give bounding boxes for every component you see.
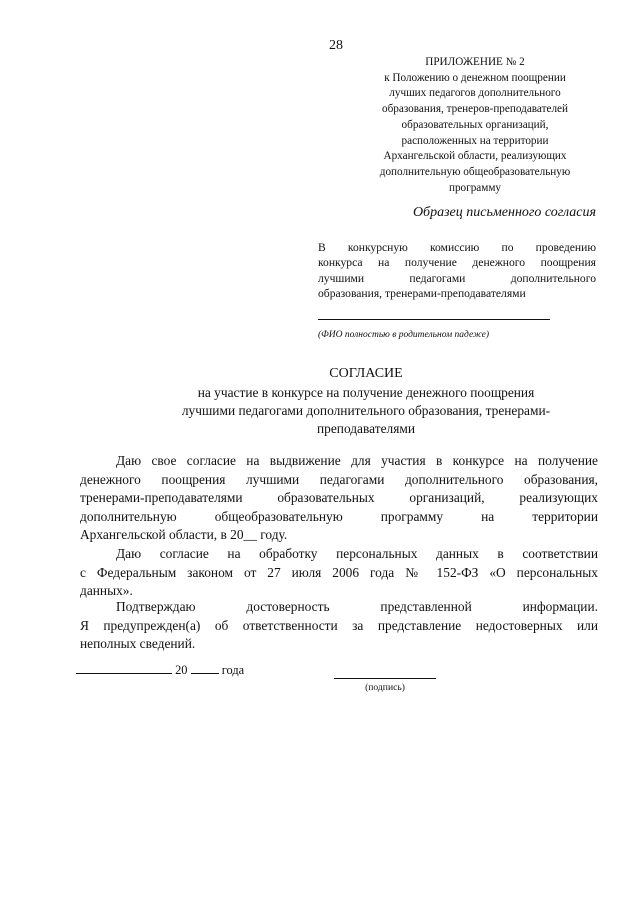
sample-title: Образец письменного согласия — [412, 205, 596, 220]
addressee-line: В конкурсную комиссию по проведению — [318, 241, 596, 254]
appendix-line: программу — [448, 181, 502, 194]
consent-subtitle-line: лучшими педагогами дополнительного образования, тренерами- — [181, 403, 551, 418]
appendix-line: образовательных организаций, — [401, 118, 549, 131]
paragraph-personal-data — [80, 545, 598, 601]
page-number: 28 — [329, 38, 343, 53]
consent-subtitle — [60, 384, 640, 438]
paragraph-line: дополнительную общеобразовательную программу на территории — [80, 508, 598, 524]
paragraph-line: данных». — [80, 583, 133, 599]
appendix-line: расположенных на территории — [401, 134, 549, 147]
paragraph-line: Я предупрежден(а) об ответственности за представление недостоверных или — [80, 617, 598, 633]
fio-caption: (ФИО полностью в родительном падеже) — [318, 330, 490, 340]
consent-subtitle-line: на участие в конкурсе на получение денежного поощрения — [197, 385, 535, 400]
signature-caption: (подпись) — [365, 682, 405, 693]
appendix-line: образования, тренеров-преподавателей — [381, 103, 568, 116]
addressee-block — [318, 240, 596, 302]
appendix-line: лучших педагогов дополнительного — [389, 87, 561, 100]
paragraph-line: Архангельской области, в 20__ году. — [80, 527, 288, 543]
date-blank-line — [76, 672, 172, 674]
paragraph-line: денежного поощрения лучшими педагогами дополнительного образования, — [80, 471, 598, 487]
appendix-block — [355, 55, 595, 196]
paragraph-line: Даю согласие на обработку персональных данных в соответствии — [116, 546, 598, 561]
appendix-line: дополнительную общеобразовательную — [379, 165, 571, 178]
year-blank-line — [191, 672, 219, 674]
paragraph-line: Подтверждаю достоверность представленной информации. — [116, 599, 598, 614]
addressee-line: конкурса на получение денежного поощрения — [318, 256, 596, 270]
paragraph-line: тренерами-преподавателями образовательных организаций, реализующих — [80, 490, 598, 506]
appendix-line: к Положению о денежном поощрении — [384, 71, 566, 84]
appendix-title: ПРИЛОЖЕНИЕ № 2 — [425, 56, 525, 68]
paragraph-line: Даю свое согласие на выдвижение для участия в конкурсе на получение — [116, 453, 598, 468]
paragraph-line: с Федеральным законом от 27 июля 2006 года № 152-ФЗ «О персональных — [80, 564, 598, 580]
signature-blank-line — [334, 678, 436, 679]
paragraph-confirmation — [80, 598, 598, 654]
consent-subtitle-line: преподавателями — [316, 421, 416, 436]
year-suffix: года — [221, 663, 245, 677]
addressee-line: лучшими педагогами дополнительного — [318, 271, 596, 285]
date-row — [76, 663, 244, 678]
appendix-line: Архангельской области, реализующих — [383, 150, 567, 163]
consent-heading: СОГЛАСИЕ — [329, 366, 403, 381]
paragraph-line: неполных сведений. — [80, 636, 196, 652]
fio-blank-line — [318, 319, 550, 320]
paragraph-nomination — [80, 452, 598, 545]
addressee-line: образования, тренерами-преподавателями — [318, 287, 526, 301]
year-prefix: 20 — [175, 663, 188, 677]
